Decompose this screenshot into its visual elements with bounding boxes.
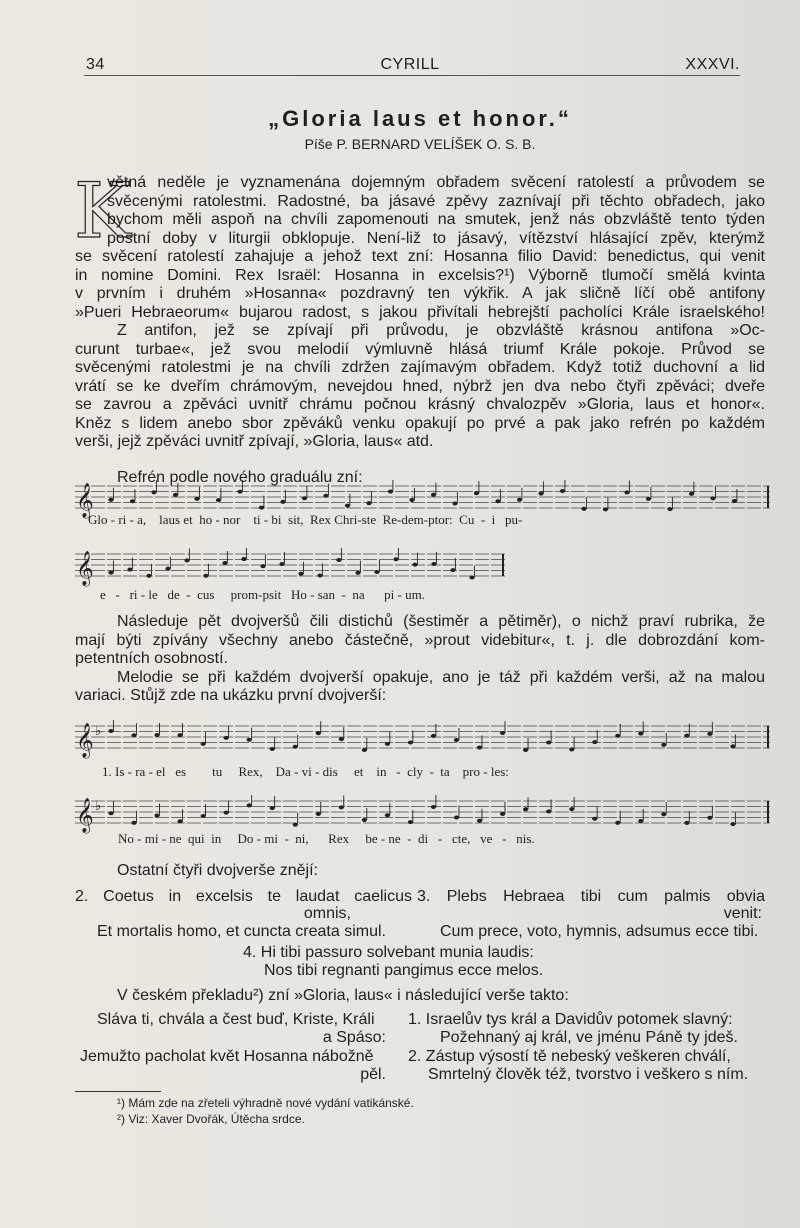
czech-verse-1-b: Požehnaný aj král, ve jménu Páně ty jdeš. [440, 1029, 738, 1046]
verse-2-line-b: Et mortalis homo, et cuncta creata simul. [97, 923, 386, 940]
text-line: mají býti zpívány všechny anebo částečně, »prout videbitur«, t. j. dle dobrozdání kom- [75, 631, 765, 649]
note-head [362, 818, 367, 822]
header-rule [84, 75, 740, 76]
note-head [316, 812, 321, 816]
note-head [500, 812, 505, 816]
note-head [154, 733, 159, 737]
note-head [201, 814, 206, 818]
note-head [317, 573, 322, 577]
note-head [388, 490, 393, 494]
note-head [316, 731, 321, 735]
treble-clef-icon: 𝄞 [76, 723, 94, 758]
note-head [431, 493, 436, 497]
note-head [270, 806, 275, 810]
music-staff-3 [75, 720, 770, 760]
verses-intro: Ostatní čtyři dvojverše znějí: [117, 862, 318, 879]
note-head [569, 747, 574, 751]
text-line: větná neděle je vyznamenána dojemným obřadem svěcení ratolestí a průvodem se [107, 174, 765, 191]
text-line: variaci. Stůjž zde na ukázku první dvojverší: [75, 687, 387, 704]
note-head [592, 740, 597, 744]
note-head [707, 816, 712, 820]
note-head [224, 811, 229, 815]
text-line: verši, jejž zpěváci uvnitř zpívají, »Gloria, laus« atd. [75, 433, 434, 450]
note-head [336, 558, 341, 562]
note-head [431, 805, 436, 809]
note-head [523, 807, 528, 811]
note-head [667, 507, 672, 511]
note-head [615, 821, 620, 825]
note-head [374, 570, 379, 574]
note-head [270, 747, 275, 751]
note-head [293, 823, 298, 827]
note-head [302, 496, 307, 500]
czech-verse-2-a: 2. Zástup výsostí tě nebeský veškeren chválí, [408, 1048, 731, 1065]
translation-intro: V českém překladu²) zní »Gloria, laus« i následující verše takto: [117, 987, 569, 1004]
note-head [178, 733, 183, 737]
note-head [108, 729, 113, 733]
music-staff-2 [75, 548, 505, 588]
text-line: vrátí se ke dveřím chrámovým, nevejdou hned, nýbrž jen dva nebo čtyři zpěváci; dveře [75, 377, 765, 395]
text-line: in nomine Domini. Rex Israël: Hosanna in excelsis?¹) Výborně tlumočí smělá kvinta [75, 266, 765, 284]
note-head [500, 731, 505, 735]
note-head [638, 732, 643, 736]
note-head [412, 563, 417, 567]
footnote-2: ²) Viz: Xaver Dvořák, Útěcha srdce. [117, 1112, 305, 1126]
note-head [131, 733, 136, 737]
note-head [259, 506, 264, 510]
volume-number: XXXVI. [685, 56, 740, 73]
note-head [646, 497, 651, 501]
page-number: 34 [86, 56, 105, 73]
note-head [603, 507, 608, 511]
note-head [216, 498, 221, 502]
czech-refrain-b: Jemužto pacholat květ Hosanna nábožně [80, 1048, 374, 1065]
note-head [560, 489, 565, 493]
footnote-rule [75, 1091, 161, 1092]
note-head [293, 745, 298, 749]
note-head [569, 807, 574, 811]
note-head [730, 744, 735, 748]
note-head [165, 567, 170, 571]
verse-4-line-a: 4. Hi tibi passuro solvebant munia laudis: [243, 944, 534, 961]
note-head [474, 491, 479, 495]
treble-clef-icon: 𝄞 [76, 798, 94, 833]
note-head [477, 819, 482, 823]
footnote-1: ¹) Mám zde na zřeteli výhradně nové vydání vatikánské. [117, 1096, 414, 1110]
article-author: Píše P. BERNARD VELÍŠEK O. S. B. [304, 136, 536, 152]
note-head [538, 492, 543, 496]
note-head [517, 498, 522, 502]
lyrics-line-3: 1. Is - ra - el es tu Rex, Da - vi - dis et in - cly - ta pro - les: [102, 764, 509, 779]
refrain-intro: Refrén podle nového graduálu zní: [117, 469, 363, 486]
verse-3-line-a-cont: venit: [723, 905, 762, 922]
note-head [523, 748, 528, 752]
text-line: petentních osobností. [75, 650, 228, 667]
note-head [279, 562, 284, 566]
music-staff-4 [75, 795, 770, 835]
verse-3-line-a: 3. Plebs Hebraea tibi cum palmis obvia [417, 888, 765, 905]
note-head [624, 490, 629, 494]
note-head [355, 571, 360, 575]
note-head [173, 493, 178, 497]
note-head [495, 499, 500, 503]
text-line: Kněz s lidem anebo sbor zpěváků venku opakují po prvé a pak jako refrén po každém [75, 414, 765, 432]
verse-3-line-b: Cum prece, voto, hymnis, adsumus ecce tibi. [440, 923, 759, 940]
note-head [684, 821, 689, 825]
note-head [638, 819, 643, 823]
note-head [247, 738, 252, 742]
drop-cap: K [74, 166, 131, 255]
note-head [130, 499, 135, 503]
note-head [323, 494, 328, 498]
note-head [247, 803, 252, 807]
note-head [546, 741, 551, 745]
flat-sign-icon: ♭ [95, 724, 102, 739]
note-head [431, 734, 436, 738]
note-head [707, 732, 712, 736]
note-head [393, 557, 398, 561]
text-line: svěcenými ratolestmi. Radostné, ba jásavé zpěvy zaznívají při těchto obřadech, jako [107, 192, 765, 210]
note-head [452, 501, 457, 505]
text-line: curunt turbae«, jež svou melodií výmluvně hlásá triumf Krále pokoje. Průvod se [75, 340, 765, 358]
text-line: se svěcení ratolestí zahajuje a jehož text zní: Hosanna filio David: benedictus, qui venit [75, 248, 765, 265]
note-head [592, 817, 597, 821]
czech-refrain-a-cont: a Spáso: [322, 1029, 386, 1046]
text-line: bychom měli aspoň na chvíli zapomenouti na smutek, jenž nás obzvláště tento týden [107, 211, 765, 228]
note-head [241, 557, 246, 561]
note-head [339, 805, 344, 809]
note-head [732, 499, 737, 503]
note-head [615, 734, 620, 738]
note-head [108, 571, 113, 575]
note-head [280, 500, 285, 504]
note-head [127, 568, 132, 572]
treble-clef-icon: 𝄞 [76, 483, 94, 518]
note-head [339, 737, 344, 741]
note-head [362, 748, 367, 752]
note-head [108, 811, 113, 815]
note-head [108, 498, 113, 502]
note-head [131, 821, 136, 825]
note-head [546, 809, 551, 813]
note-head [689, 492, 694, 496]
text-line: v prvním i druhém »Hosanna« pozdravný ten výkřik. A jak sličně líčí obě antifony [75, 285, 765, 302]
note-head [224, 736, 229, 740]
note-head [201, 742, 206, 746]
czech-refrain-b-cont: pěl. [360, 1066, 386, 1083]
lyrics-line-4: No - mi - ne qui in Do - mi - ni, Rex be - ne - di - cte, ve - nis. [118, 831, 535, 846]
note-head [151, 490, 156, 494]
text-line: Následuje pět dvojveršů čili distichů (šestiměr a pětiměr), o nichž praví rubrika, že [117, 613, 765, 630]
note-head [154, 813, 159, 817]
journal-name: CYRILL [380, 56, 440, 73]
verse-2-line-a: 2. Coetus in excelsis te laudat caelicus [75, 888, 412, 905]
czech-verse-1-a: 1. Israelův tys král a Davidův potomek slavný: [408, 1011, 733, 1028]
note-head [450, 568, 455, 572]
note-head [454, 816, 459, 820]
flat-sign-icon: ♭ [95, 799, 102, 814]
note-head [409, 498, 414, 502]
note-head [477, 746, 482, 750]
text-line: svěcenými ratolestmi je na chvíli zdržen zajímavým obřadem. Když totiž duchovní a lid [75, 359, 765, 376]
note-head [454, 738, 459, 742]
note-head [385, 742, 390, 746]
note-head [146, 574, 151, 578]
note-head [469, 575, 474, 579]
note-head [710, 496, 715, 500]
text-line: postní doby v liturgii obklopuje. Není-liž to jásavý, vítězství hlásající zpěv, kterýmž [107, 229, 765, 247]
note-head [661, 743, 666, 747]
czech-refrain-a: Sláva ti, chvála a čest buď, Kriste, Králi [97, 1011, 375, 1028]
note-head [581, 507, 586, 511]
lyrics-line-2: e - ri - le de - cus prom-psit Ho - san - na pi - um. [100, 587, 425, 602]
note-head [408, 820, 413, 824]
text-line: Z antifon, jež se zpívají při průvodu, je obzvláště krásnou antifona »Oc- [117, 322, 765, 339]
note-head [385, 813, 390, 817]
note-head [366, 501, 371, 505]
note-head [730, 822, 735, 826]
note-head [184, 558, 189, 562]
note-head [178, 819, 183, 823]
czech-verse-2-b: Smrtelný člověk též, tvorstvo i veškero s ním. [428, 1066, 749, 1083]
note-head [203, 574, 208, 578]
text-line: Melodie se při každém dvojverší opakuje, ano je táž při každém verši, až na malou [117, 668, 765, 686]
lyrics-line-1: Glo - ri - a, laus et ho - nor ti - bi sit, Rex Chri-ste Re-dem-ptor: Cu - i pu- [88, 512, 523, 527]
text-line: se zavrou a zpěváci uvnitř chrámu počnou krásný chvalozpěv »Gloria, laus et honor«. [75, 396, 765, 413]
note-head [237, 490, 242, 494]
article-title: „Gloria laus et honor.“ [268, 106, 572, 131]
note-head [431, 562, 436, 566]
note-head [260, 564, 265, 568]
verse-4-line-b: Nos tibi regnanti pangimus ecce melos. [264, 962, 544, 979]
note-head [408, 740, 413, 744]
treble-clef-icon: 𝄞 [76, 551, 94, 586]
note-head [194, 497, 199, 501]
note-head [298, 572, 303, 576]
verse-2-line-a-cont: omnis, [303, 905, 351, 922]
note-head [684, 734, 689, 738]
note-head [222, 561, 227, 565]
note-head [345, 504, 350, 508]
text-line: »Pueri Hebraeorum« bujarou radost, s jakou přivítali hebrejští pacholíci Krále israelského! [75, 303, 765, 321]
note-head [661, 812, 666, 816]
